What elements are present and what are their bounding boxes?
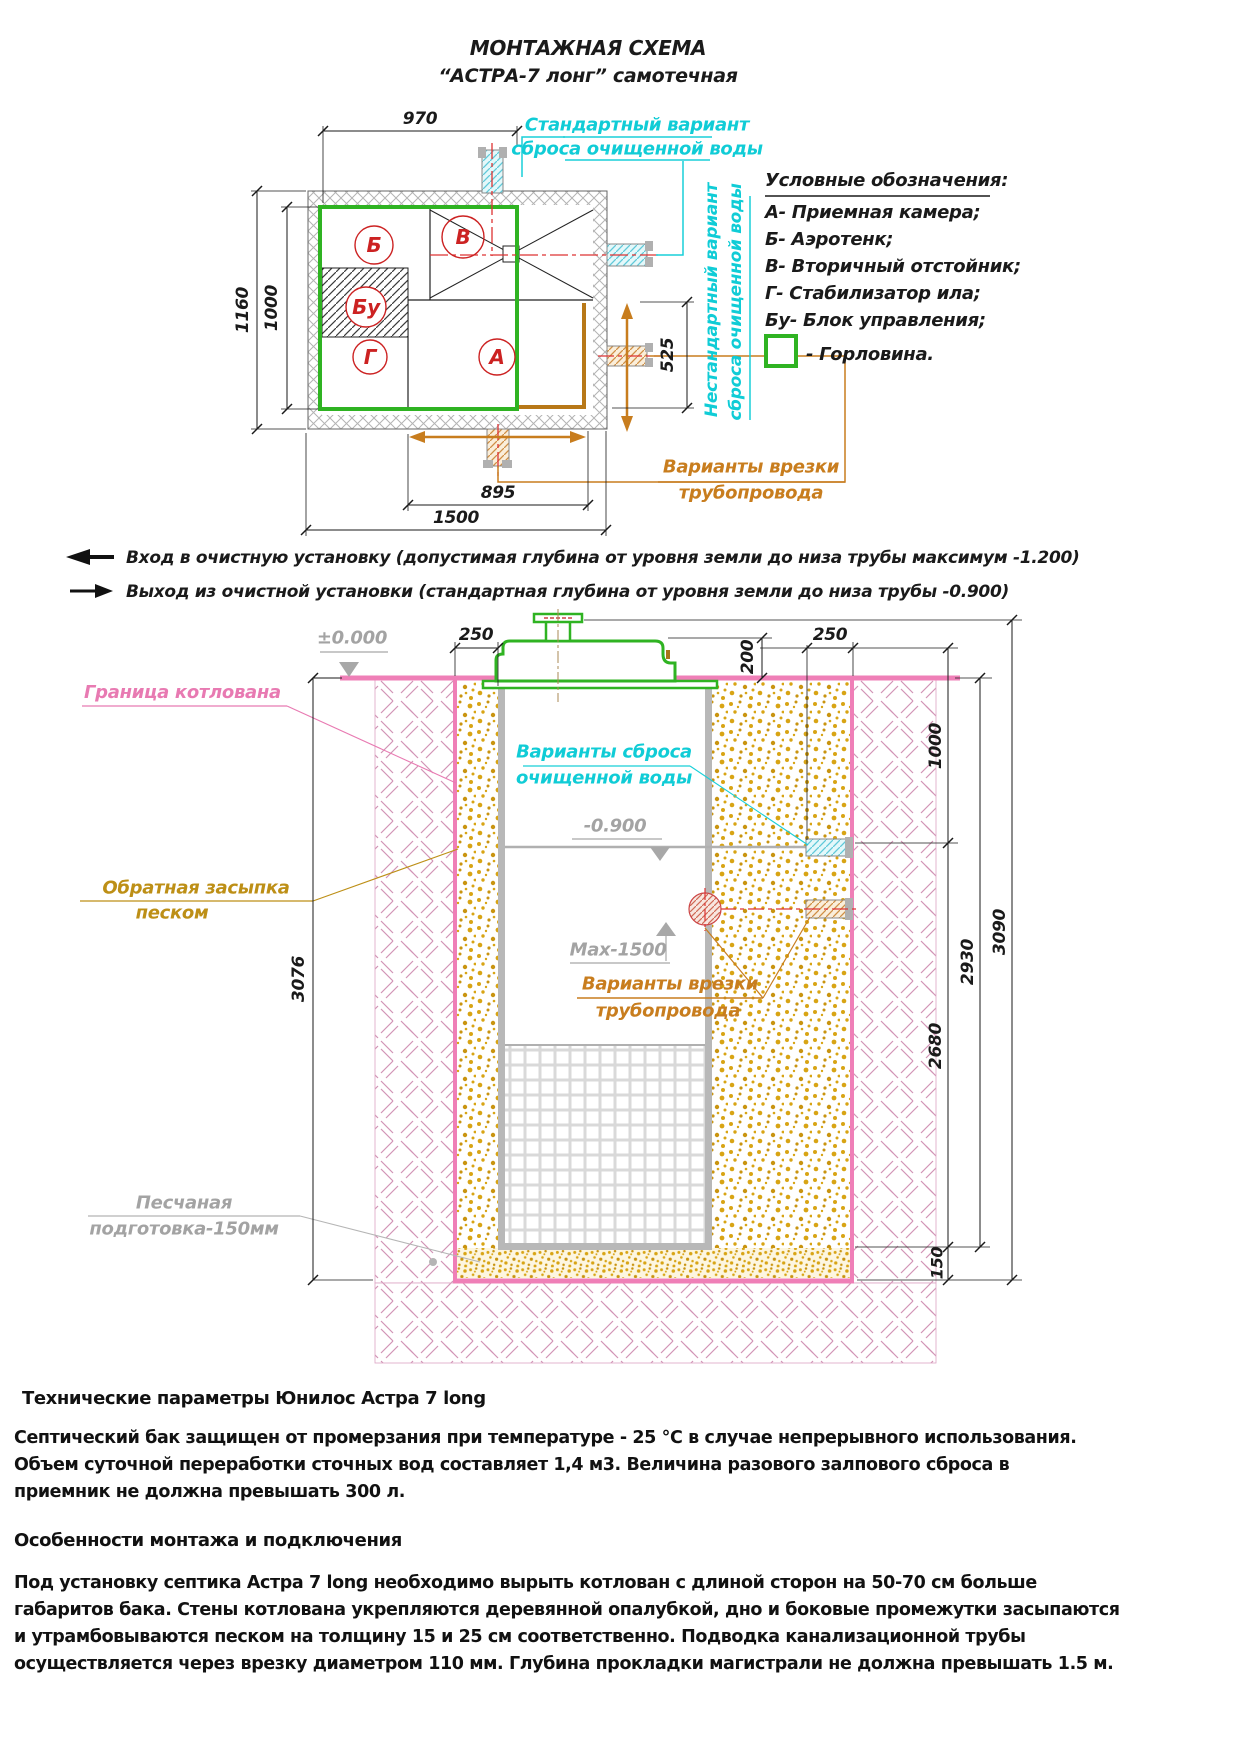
dim-1160: 1160 [233,286,253,334]
dim-970: 970 [402,109,438,129]
legend-item-bu: Бу- Блок управления; [765,310,986,331]
chamber-label-v: В [455,225,471,249]
level-900-label: -0.900 [583,815,647,837]
discharge-options-label-line1: Варианты сброса [516,741,692,763]
plan-tap-label-line2: трубопровода [678,482,824,504]
dim-525: 525 [658,337,678,373]
dim-1500: 1500 [432,508,480,528]
max-depth-label: Max-1500 [569,939,667,961]
backfill-label-line1: Обратная засыпка [102,877,290,899]
drawing-subtitle: “АСТРА-7 лонг” самотечная [438,65,738,87]
legend-item-a: А- Приемная камера; [765,202,981,223]
dim-1000-plan: 1000 [262,284,282,332]
chamber-label-b: Б [366,233,382,257]
install-heading: Особенности монтажа и подключения [14,1530,402,1551]
sandbed-label-line2: подготовка-150мм [89,1218,279,1240]
tech-para2-line2: габаритов бака. Стены котлована укрепляются деревянной опалубкой, дно и боковые промежутки засыпаются [14,1600,1120,1620]
backfill-label-line2: песком [135,902,209,924]
standard-discharge-label-line1: Стандартный вариант [524,114,750,136]
dim-250-right: 250 [812,625,848,645]
sandbed-label-line1: Песчаная [135,1192,233,1214]
legend-item-g: Г- Стабилизатор ила; [765,283,981,304]
tech-para2-line3: и утрамбовываются песком на толщину 15 и 25 см соответственно. Подводка канализационной трубы [14,1627,1026,1647]
legend-item-b: Б- Аэротенк; [765,229,894,250]
outlet-note: Выход из очистной установки (стандартная глубина от уровня земли до низа трубы -0.900) [126,582,1009,602]
level-zero-label: ±0.000 [316,627,388,649]
chamber-label-a: А [489,345,505,369]
tech-para2-line4: осуществляется через врезку диаметром 110 мм. Глубина прокладки магистрали не должна превышать 1.5 м. [14,1654,1114,1674]
dim-150: 150 [927,1246,947,1280]
chamber-label-bu: Бу [352,295,380,319]
pit-boundary-label: Граница котлована [84,682,281,703]
section-tap-label-line2: трубопровода [595,1000,741,1022]
dim-200: 200 [738,639,758,675]
standard-discharge-label-line2: сброса очищенной воды [511,138,763,160]
dim-3076: 3076 [289,955,309,1003]
chamber-label-g: Г [363,345,377,369]
dim-3090: 3090 [990,908,1010,956]
nonstandard-discharge-label-line2: сброса очищенной воды [726,183,746,421]
dim-895: 895 [480,483,516,503]
dim-1000-section: 1000 [926,722,946,770]
section-tap-label-line1: Варианты врезки [581,973,759,995]
tech-para1-line2: Объем суточной переработки сточных вод составляет 1,4 м3. Величина разового залпового сброса в [14,1455,1010,1475]
dim-250-left: 250 [458,625,494,645]
legend-title: Условные обозначения: [765,170,1009,191]
tech-heading: Технические параметры Юнилос Астра 7 long [22,1388,486,1409]
discharge-options-label-line2: очищенной воды [516,767,692,789]
dim-2930: 2930 [958,938,978,986]
legend-item-neck: - Горловина. [806,344,934,365]
drawing-title: МОНТАЖНАЯ СХЕМА [469,36,707,60]
plan-tap-label-line1: Варианты врезки [662,456,840,478]
section-view [80,609,1022,1363]
dim-2680: 2680 [926,1022,946,1070]
legend-item-v: В- Вторичный отстойник; [765,256,1021,277]
inlet-note: Вход в очистную установку (допустимая глубина от уровня земли до низа трубы максимум -1.200) [126,548,1080,568]
nonstandard-discharge-label-line1: Нестандартный вариант [702,182,722,418]
io-arrow-symbols [66,549,114,598]
tech-para2-line1: Под установку септика Астра 7 long необходимо вырыть котлован с длиной сторон на 50-70 см больше [14,1573,1037,1593]
tech-para1-line1: Септический бак защищен от промерзания при температуре - 25 °C в случае непрерывного использования. [14,1428,1077,1448]
tech-para1-line3: приемник не должна превышать 300 л. [14,1482,405,1502]
